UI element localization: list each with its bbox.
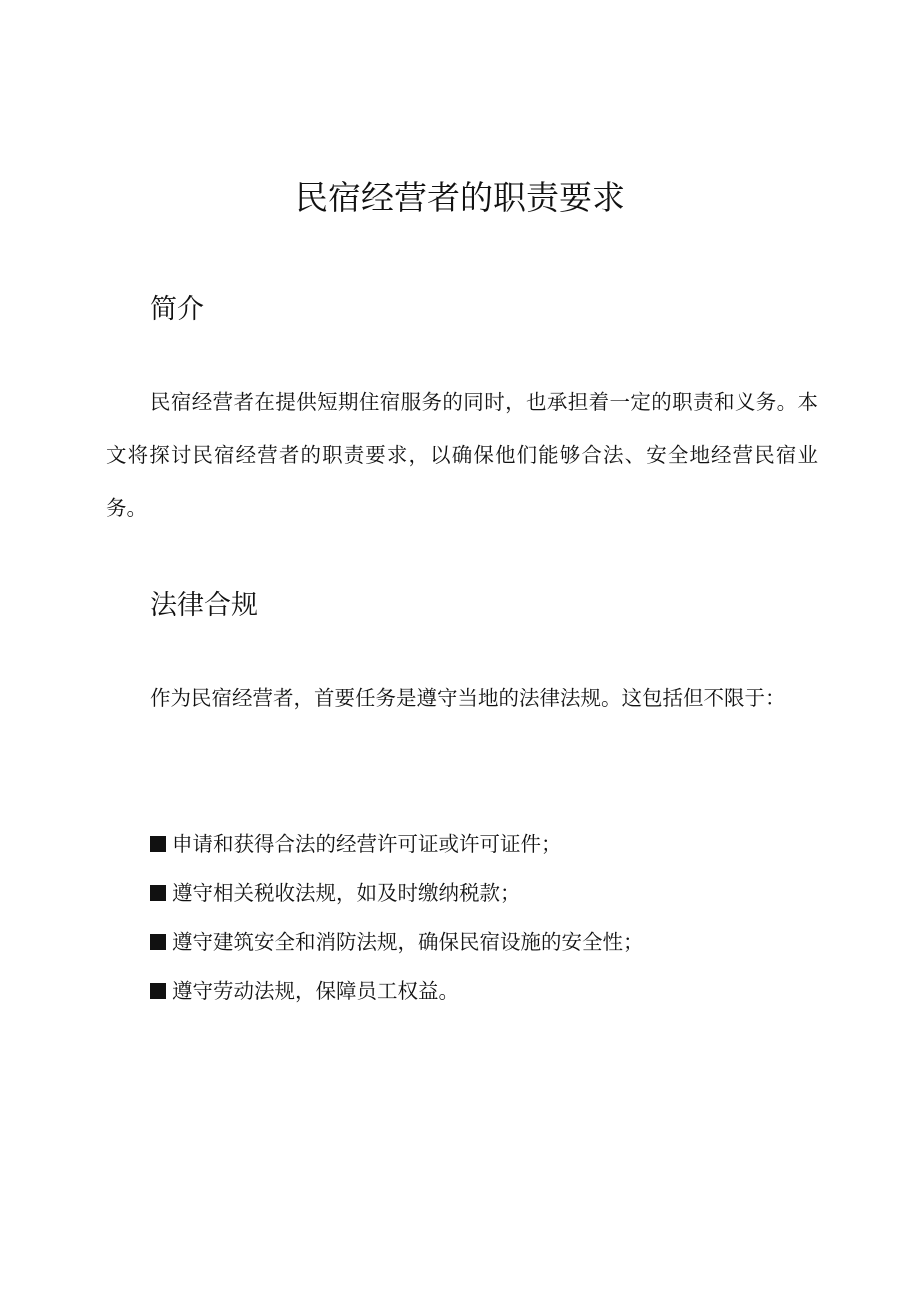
list-item-text: 申请和获得合法的经营许可证或许可证件； bbox=[172, 832, 562, 856]
square-bullet-icon bbox=[150, 885, 166, 901]
list-item-text: 遵守相关税收法规，如及时缴纳税款； bbox=[172, 881, 521, 905]
list-item bbox=[150, 918, 644, 967]
section-heading-intro: 简介 bbox=[150, 294, 204, 325]
list-item-text: 遵守劳动法规，保障员工权益。 bbox=[172, 979, 459, 1003]
list-item bbox=[150, 820, 644, 869]
square-bullet-icon bbox=[150, 983, 166, 999]
list-item-text: 遵守建筑安全和消防法规，确保民宿设施的安全性； bbox=[172, 930, 644, 954]
square-bullet-icon bbox=[150, 836, 166, 852]
legal-compliance-paragraph: 作为民宿经营者，首要任务是遵守当地的法律法规。这包括但不限于： bbox=[150, 686, 786, 710]
section-heading-legal-compliance: 法律合规 bbox=[150, 590, 258, 621]
square-bullet-icon bbox=[150, 934, 166, 950]
page-title: 民宿经营者的职责要求 bbox=[295, 178, 625, 217]
list-item bbox=[150, 869, 644, 918]
list-item bbox=[150, 967, 644, 1016]
intro-paragraph: 民宿经营者在提供短期住宿服务的同时，也承担着一定的职责和义务。本文将探讨民宿经营者的职责要求，以确保他们能够合法、安全地经营民宿业务。 bbox=[106, 390, 818, 520]
legal-requirements-list bbox=[150, 820, 644, 1016]
